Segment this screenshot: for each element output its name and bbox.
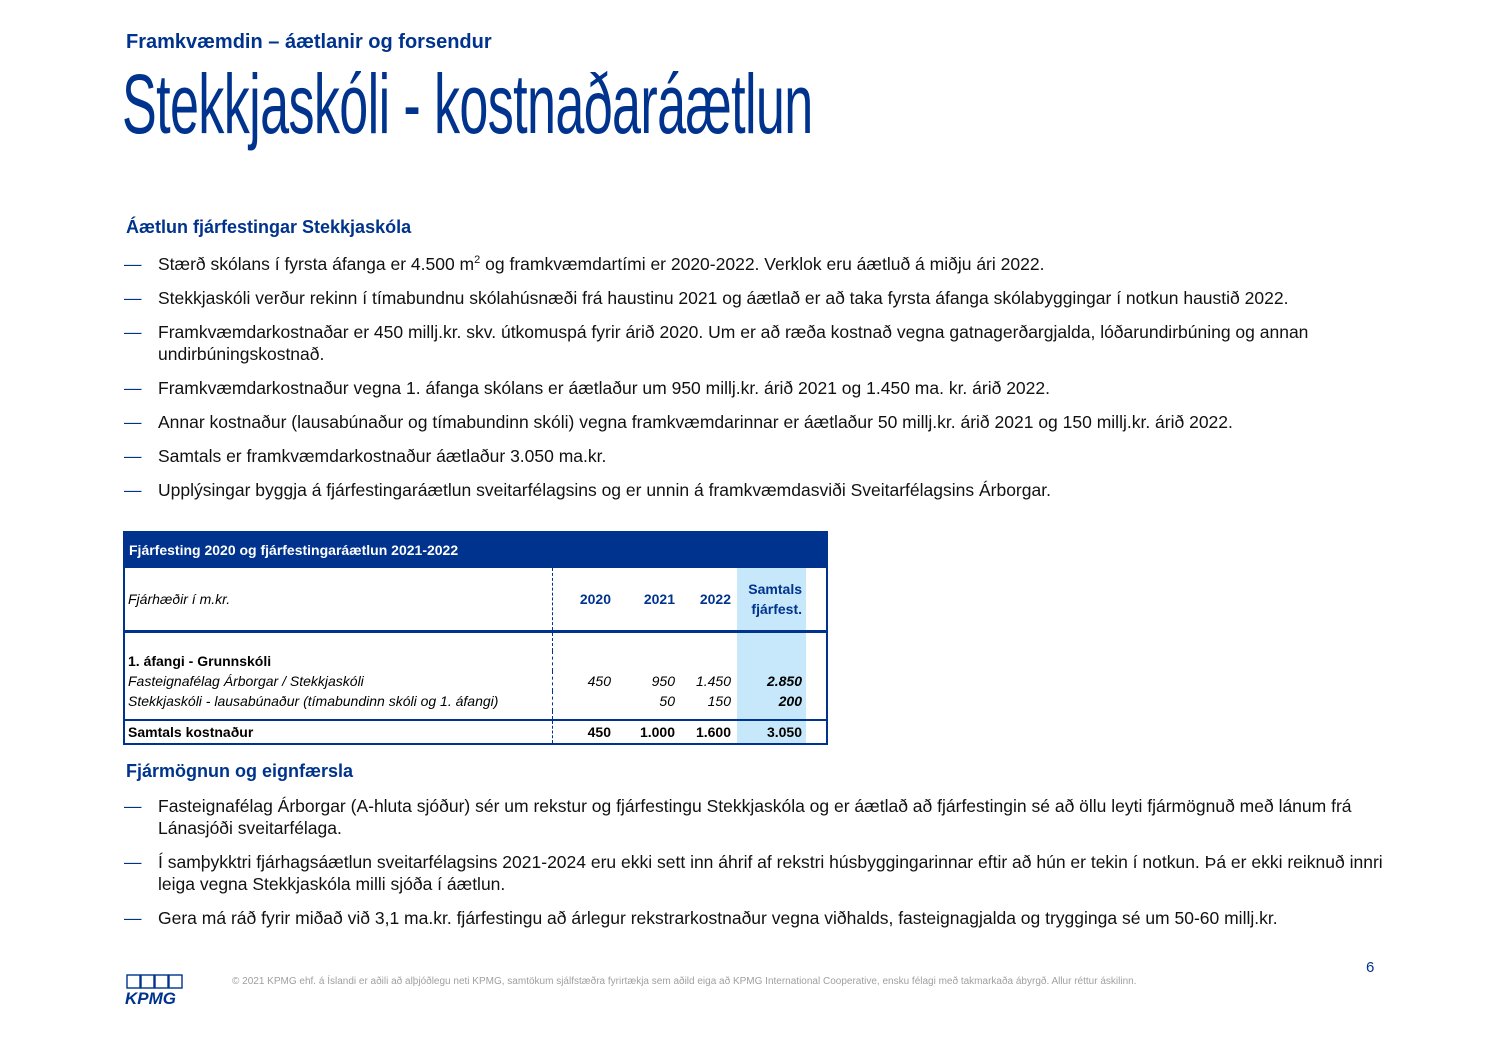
cell-total: 2.850 <box>737 671 806 691</box>
financing-heading: Fjármögnun og eignfærsla <box>126 761 354 781</box>
row-label: Stekkjaskóli - lausabúnaður (tímabundinn skóli og 1. áfangi) <box>125 691 553 711</box>
col-2021-header: 2021 <box>643 591 675 607</box>
page-title: Stekkjaskóli - kostnaðaráætlun <box>122 57 813 151</box>
cell-2021: 950 <box>651 673 675 689</box>
total-2021: 1.000 <box>639 724 675 740</box>
total-2020: 450 <box>587 724 611 740</box>
cell-2020: 450 <box>587 673 611 689</box>
list-item: — Fasteignafélag Árborgar (A-hluta sjóður) sér um rekstur og fjárfestingu Stekkjaskóla og er áætlað að fjárfestingin sé að öllu leyti fjármögnuð með lánum frá Lánasjóði sveitarfélaga. <box>124 796 1352 838</box>
table-row <box>125 671 826 691</box>
cell-2022: 150 <box>707 693 731 709</box>
list-item: — Stekkjaskóli verður rekinn í tímabundnu skólahúsnæði frá haustinu 2021 og áætlað er að taka fyrsta áfanga skólabyggingar í notkun haustið 2022. <box>124 288 1289 308</box>
investment-plan-heading: Áætlun fjárfestingar Stekkjaskóla <box>126 217 412 237</box>
cell-2020 <box>553 691 617 711</box>
bullet-dash: — <box>124 288 142 308</box>
bullet-dash: — <box>124 796 142 816</box>
col-total-header: Samtals fjárfest. <box>737 568 806 630</box>
list-item: — Upplýsingar byggja á fjárfestingaráætlun sveitarfélagsins og er unnin á framkvæmdasviði Sveitarfélagsins Árborgar. <box>124 480 1051 500</box>
cell-2021: 50 <box>659 693 675 709</box>
bullet-dash: — <box>124 378 142 398</box>
list-item: — Annar kostnaður (lausabúnaður og tímabundinn skóli) vegna framkvæmdarinnar er áætlaður 50 millj.kr. árið 2021 og 150 millj.kr. árið 2022. <box>124 412 1233 432</box>
total-label: Samtals kostnaður <box>125 721 553 743</box>
table-spacer-row <box>125 711 826 719</box>
cell-2022: 1.450 <box>695 673 731 689</box>
list-item: — Gera má ráð fyrir miðað við 3,1 ma.kr. fjárfestingu að árlegur rekstrarkostnaður vegna viðhalds, fasteignagjalda og trygginga sé um 50-60 millj.kr. <box>124 908 1278 928</box>
kpmg-logo <box>124 973 188 1007</box>
unit-label: Fjárhæðir í m.kr. <box>125 568 553 630</box>
row-label: Fasteignafélag Árborgar / Stekkjaskóli <box>125 671 553 691</box>
section-kicker: Framkvæmdin – áætlanir og forsendur <box>126 31 492 53</box>
bullet-dash: — <box>124 908 142 928</box>
list-item: — Samtals er framkvæmdarkostnaður áætlaður 3.050 ma.kr. <box>124 446 607 466</box>
bullet-dash: — <box>124 852 142 872</box>
list-item: — Framkvæmdarkostnaðar er 450 millj.kr. skv. útkomuspá fyrir árið 2020. Um er að ræða kostnað vegna gatnagerðargjalda, lóðarundirbúning og annan undirbúningskostnað. <box>124 322 1309 364</box>
cell-total: 200 <box>737 691 806 711</box>
table-row <box>125 691 826 711</box>
financing-bullets <box>124 795 1414 941</box>
list-item: — Stærð skólans í fyrsta áfanga er 4.500 $m^2$ og framkvæmdartími er 2020-2022. Verklok eru áætluð á miðju ári 2022. <box>124 254 1045 274</box>
col-2022-header: 2022 <box>699 591 731 607</box>
table-header-row <box>125 568 826 633</box>
investment-plan-bullets <box>124 253 1414 513</box>
total-2022: 1.600 <box>695 724 731 740</box>
total-sum: 3.050 <box>737 721 806 743</box>
bullet-dash: — <box>124 412 142 432</box>
bullet-dash: — <box>124 480 142 500</box>
bullet-dash: — <box>124 446 142 466</box>
bullet-dash: — <box>124 254 142 274</box>
col-2020-header: 2020 <box>579 591 611 607</box>
table-total-row <box>125 719 826 743</box>
table-spacer-row <box>125 633 826 651</box>
copyright-notice: © 2021 KPMG ehf. á Íslandi er aðili að alþjóðlegu neti KPMG, samtökum sjálfstæðra fyrirtækja sem aðild eiga að KPMG International Cooperative, ensku félagi með takmarkaða ábyrgð. Allur réttur áskilinn. <box>232 976 1137 987</box>
logo-text: KPMG <box>125 989 176 1007</box>
list-item: — Í samþykktri fjárhagsáætlun sveitarfélagsins 2021-2024 eru ekki sett inn áhrif af rekstri húsbyggingarinnar eftir að hún er tekin í notkun. Þá er ekki reiknuð innri leiga vegna Stekkjaskóla milli sjóða í áætlun. <box>124 852 1383 894</box>
page-number: 6 <box>1366 959 1375 976</box>
table-group-row <box>125 651 826 671</box>
investment-table <box>123 531 828 745</box>
bullet-dash: — <box>124 322 142 342</box>
table-title: Fjárfesting 2020 og fjárfestingaráætlun 2021-2022 <box>125 533 826 568</box>
group-label: 1. áfangi - Grunnskóli <box>125 651 553 671</box>
list-item: — Framkvæmdarkostnaður vegna 1. áfanga skólans er áætlaður um 950 millj.kr. árið 2021 og 1.450 ma. kr. árið 2022. <box>124 378 1050 398</box>
